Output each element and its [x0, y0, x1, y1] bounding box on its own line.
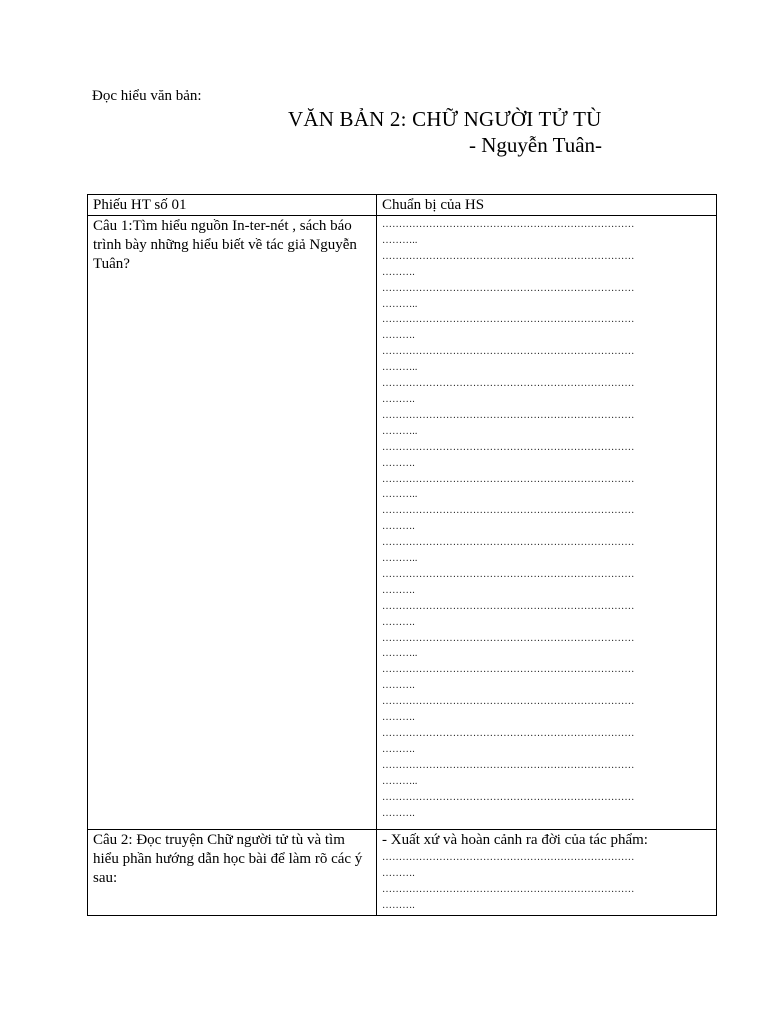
dotted-line: …………………………………………………………………: [382, 219, 635, 230]
dotted-line: …………………………………………………………………: [382, 250, 635, 262]
dotted-line: ……….: [382, 680, 415, 692]
answer-prompt: - Xuất xứ và hoàn cảnh ra đời của tác phẩm:: [382, 832, 648, 848]
dotted-line: ……….: [382, 807, 415, 819]
dotted-line: ……….: [382, 616, 415, 628]
table-row: [88, 830, 717, 916]
dotted-line: ………..: [382, 489, 418, 501]
answer-dotted-lines: [382, 217, 711, 821]
answer-area-2: [377, 830, 717, 916]
dotted-line: …………………………………………………………………: [382, 632, 635, 644]
dotted-line: …………………………………………………………………: [382, 441, 635, 453]
dotted-line: …………………………………………………………………: [382, 664, 635, 676]
dotted-line: …………………………………………………………………: [382, 505, 635, 517]
dotted-line: ………..: [382, 775, 418, 787]
dotted-line: ……….: [382, 266, 415, 278]
dotted-line: …………………………………………………………………: [382, 600, 635, 612]
dotted-line: ……….: [382, 584, 415, 596]
dotted-line: …………………………………………………………………: [382, 791, 635, 803]
author-line: - Nguyễn Tuân-: [469, 133, 603, 157]
dotted-line: …………………………………………………………………: [382, 759, 635, 771]
dotted-line: …………………………………………………………………: [382, 473, 635, 485]
dotted-line: …………………………………………………………………: [382, 883, 635, 895]
dotted-line: …………………………………………………………………: [382, 346, 635, 358]
dotted-line: ………..: [382, 553, 418, 565]
dotted-line: ………..: [382, 362, 418, 374]
header-worksheet-number: Phiếu HT số 01: [88, 195, 377, 216]
answer-area-1: [377, 216, 717, 830]
dotted-line: …………………………………………………………………: [382, 852, 635, 863]
table-header-row: [88, 195, 717, 216]
question-2: Câu 2: Đọc truyện Chữ người tử tù và tìm hiểu phần hướng dẫn học bài để làm rõ các ý sau:: [88, 830, 377, 916]
section-heading: Đọc hiểu văn bản:: [92, 88, 202, 104]
dotted-line: ……….: [382, 867, 415, 879]
dotted-line: …………………………………………………………………: [382, 728, 635, 739]
dotted-line: …………………………………………………………………: [382, 409, 635, 421]
dotted-line: …………………………………………………………………: [382, 537, 635, 549]
dotted-line: ……….: [382, 743, 415, 755]
worksheet-table: [87, 194, 717, 916]
dotted-line: …………………………………………………………………: [382, 314, 635, 326]
header-student-preparation: Chuẩn bị của HS: [377, 195, 717, 216]
dotted-line: ……….: [382, 457, 415, 469]
question-1: Câu 1:Tìm hiểu nguồn In-ter-nét , sách báo trình bày những hiểu biết về tác giả Nguyễn Tuân?: [88, 216, 377, 830]
dotted-line: ……….: [382, 899, 415, 911]
dotted-line: ………..: [382, 234, 418, 246]
dotted-line: ………..: [382, 648, 418, 660]
dotted-line: …………………………………………………………………: [382, 696, 635, 708]
dotted-line: …………………………………………………………………: [382, 282, 635, 294]
dotted-line: ……….: [382, 712, 415, 724]
dotted-line: …………………………………………………………………: [382, 568, 635, 580]
dotted-line: …………………………………………………………………: [382, 378, 635, 390]
dotted-line: ……….: [382, 521, 415, 533]
dotted-line: ………..: [382, 298, 418, 310]
dotted-line: ……….: [382, 393, 415, 405]
answer-dotted-lines: [382, 850, 711, 914]
dotted-line: ……….: [382, 330, 415, 342]
table-row: [88, 216, 717, 830]
dotted-line: ………..: [382, 425, 418, 437]
document-title: VĂN BẢN 2: CHỮ NGƯỜI TỬ TÙ: [288, 107, 602, 131]
